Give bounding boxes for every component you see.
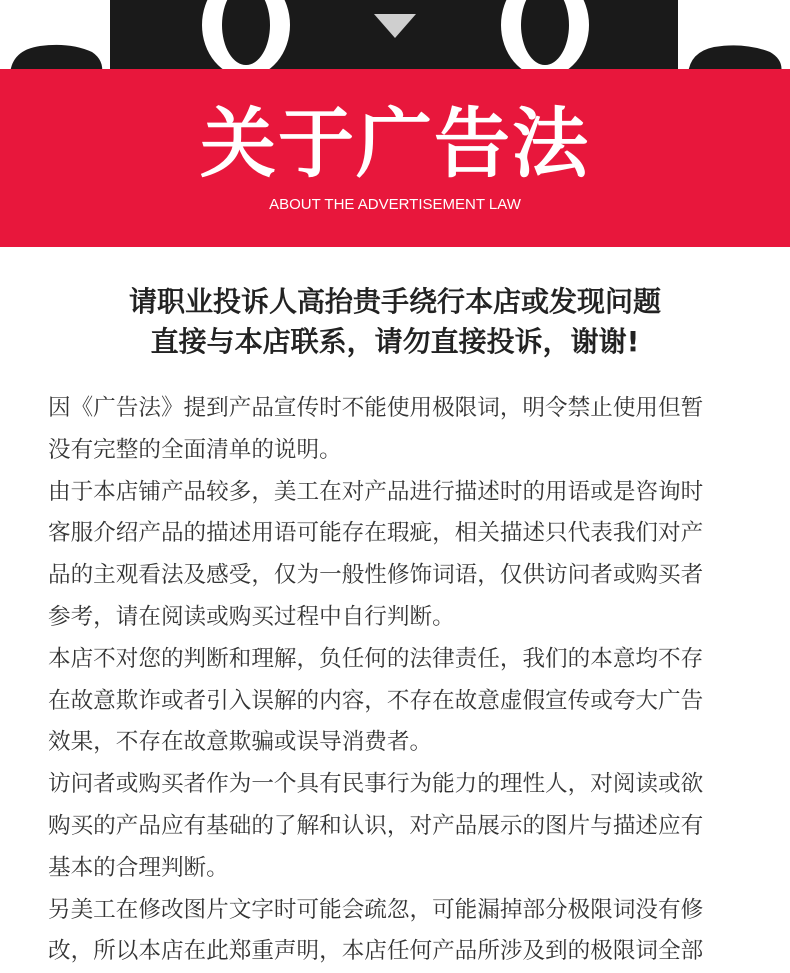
body-line: 访问者或购买者作为一个具有民事行为能力的理性人，对阅读或欲 (48, 771, 704, 798)
disclaimer-body (48, 388, 748, 973)
body-line: 本店不对您的判断和理解，负任何的法律责任，我们的本意均不存 (48, 645, 704, 672)
body-line: 购买的产品应有基础的了解和认识，对产品展示的图片与描述应有 (48, 812, 704, 839)
page-title: 关于广告法 (200, 99, 590, 188)
body-line: 效果，不存在故意欺骗或误导消费者。 (48, 729, 433, 756)
body-line: 由于本店铺产品较多，美工在对产品进行描述时的用语或是咨询时 (48, 478, 704, 505)
notice-block (0, 282, 790, 362)
body-line: 基本的合理判断。 (48, 854, 229, 881)
page-subtitle: ABOUT THE ADVERTISEMENT LAW (269, 196, 521, 213)
body-line: 参考，请在阅读或购买过程中自行判断。 (48, 603, 455, 630)
body-line: 没有完整的全面清单的说明。 (48, 436, 342, 463)
body-line: 品的主观看法及感受，仅为一般性修饰词语，仅供访问者或购买者 (48, 562, 704, 589)
notice-line: 直接与本店联系，请勿直接投诉，谢谢! (150, 325, 640, 358)
body-line: 另美工在修改图片文字时可能会疏忽，可能漏掉部分极限词没有修 (48, 896, 704, 923)
body-line: 客服介绍产品的描述用语可能存在瑕疵，相关描述只代表我们对产 (48, 520, 704, 547)
body-line: 因《广告法》提到产品宣传时不能使用极限词，明令禁止使用但暂 (48, 395, 704, 421)
notice-line: 请职业投诉人高抬贵手绕行本店或发现问题 (128, 285, 661, 318)
body-line: 在故意欺诈或者引入误解的内容，不存在故意虚假宣传或夸大广告 (48, 687, 704, 714)
body-line: 改，所以本店在此郑重声明，本店任何产品所涉及到的极限词全部 (48, 938, 704, 965)
